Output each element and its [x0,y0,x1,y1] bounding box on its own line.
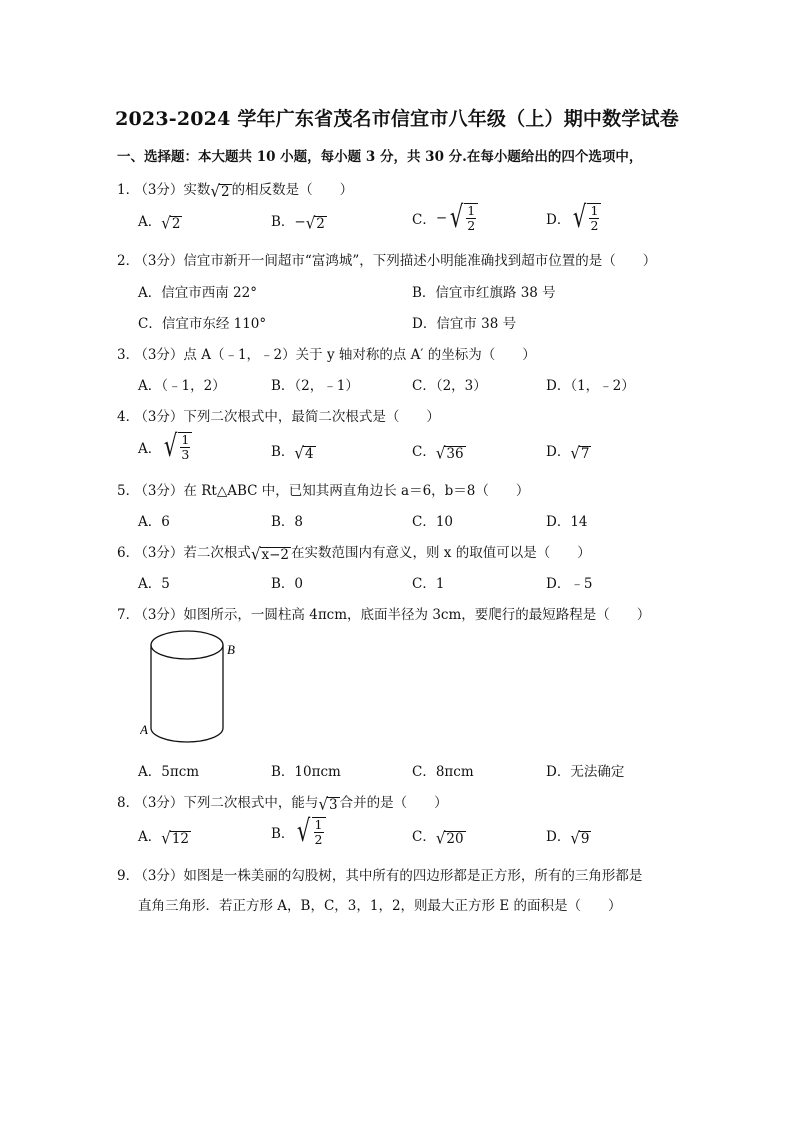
section-heading: 一、选择题：本大题共 10 小题，每小题 3 分，共 30 分.在每小题给出的四个选项中， [117,149,643,165]
option-b: B．−√2 [271,212,325,233]
option-d: D．√7 [546,442,590,463]
option-b: B．√ $\frac{1}{2}$ [271,817,326,847]
cylinder-diagram [140,628,250,753]
question-7: 7． （3分）如图所示，一圆柱高 4πcm，底面半径为 3cm，要爬行的最短路程是（ ） [117,607,651,623]
option-b: B．√4 [271,442,314,463]
cylinder-top [151,631,223,659]
option-a: A．√ $\frac{1}{3}$ [138,432,192,462]
page-title: 2023-2024 学年广东省茂名市信宜市八年级（上）期中数学试卷 [115,108,679,130]
sqrt-expression: √2 [210,180,230,201]
option-a: A．（﹣1，2） [138,378,226,394]
option-a: A．5 [138,576,170,592]
question-9-continued: 直角三角形．若正方形 A，B，C，3，1，2，则最大正方形 E 的面积是（ ） [138,898,622,914]
option-d: D．（1，﹣2） [546,378,635,394]
option-d: D．﹣5 [546,576,593,592]
option-c: C．8πcm [412,764,474,780]
option-c: C．（2，3） [412,378,487,394]
sqrt-expression: √x−2 [250,543,290,564]
cylinder-bottom [151,728,223,742]
option-a: A．√2 [138,212,181,233]
question-9: 9． （3分）如图是一株美丽的勾股树，其中所有的四边形都是正方形，所有的三角形都是 [117,868,643,884]
option-b: B．8 [271,514,304,530]
question-2: 2． （3分）信宜市新开一间超市“富鸿城”，下列描述小明能准确找到超市位置的是（ ） [117,253,657,269]
question-6: 6． （3分）若二次根式√x−2 在实数范围内有意义，则 x 的取值可以是（ ） [117,543,591,564]
option-c: C．√36 [412,442,464,463]
option-b: B．0 [271,576,304,592]
option-c: C．−√ $\frac{1}{2}$ [412,203,478,233]
option-d: D．√9 [546,827,590,848]
option-b: B．（2，﹣1） [271,378,359,394]
option-d: D．√ $\frac{1}{2}$ [546,203,601,233]
question-1: 1． （3分）实数√2 的相反数是（ ） [117,180,354,201]
option-d: D．无法确定 [546,764,625,780]
option-b: B．10πcm [271,764,341,780]
question-8: 8． （3分）下列二次根式中，能与√3 合并的是（ ） [117,793,448,814]
option-a: A．信宜市西南 22° [138,285,257,301]
option-c: C．信宜市东经 110° [138,316,267,332]
cylinder-figure [140,628,250,757]
question-number: 1． [117,182,140,198]
option-d: D．信宜市 38 号 [412,316,517,332]
option-c: C．1 [412,576,445,592]
option-c: C．√20 [412,827,464,848]
option-a: A．6 [138,514,170,530]
option-a: A．√12 [138,827,189,848]
option-a: A．5πcm [138,764,200,780]
question-3: 3． （3分）点 A（﹣1，﹣2）关于 y 轴对称的点 A′ 的坐标为（ ） [117,347,536,363]
option-d: D．14 [546,514,588,530]
option-b: B．信宜市红旗路 38 号 [412,285,556,301]
point-a-label: A [140,722,148,737]
sqrt-expression: √3 [318,793,338,814]
question-4: 4． （3分）下列二次根式中，最简二次根式是（ ） [117,409,440,425]
option-c: C．10 [412,514,454,530]
point-b-label: B [227,642,235,657]
question-5: 5． （3分）在 Rt△ABC 中，已知其两直角边长 a＝6，b＝8（ ） [117,483,530,499]
